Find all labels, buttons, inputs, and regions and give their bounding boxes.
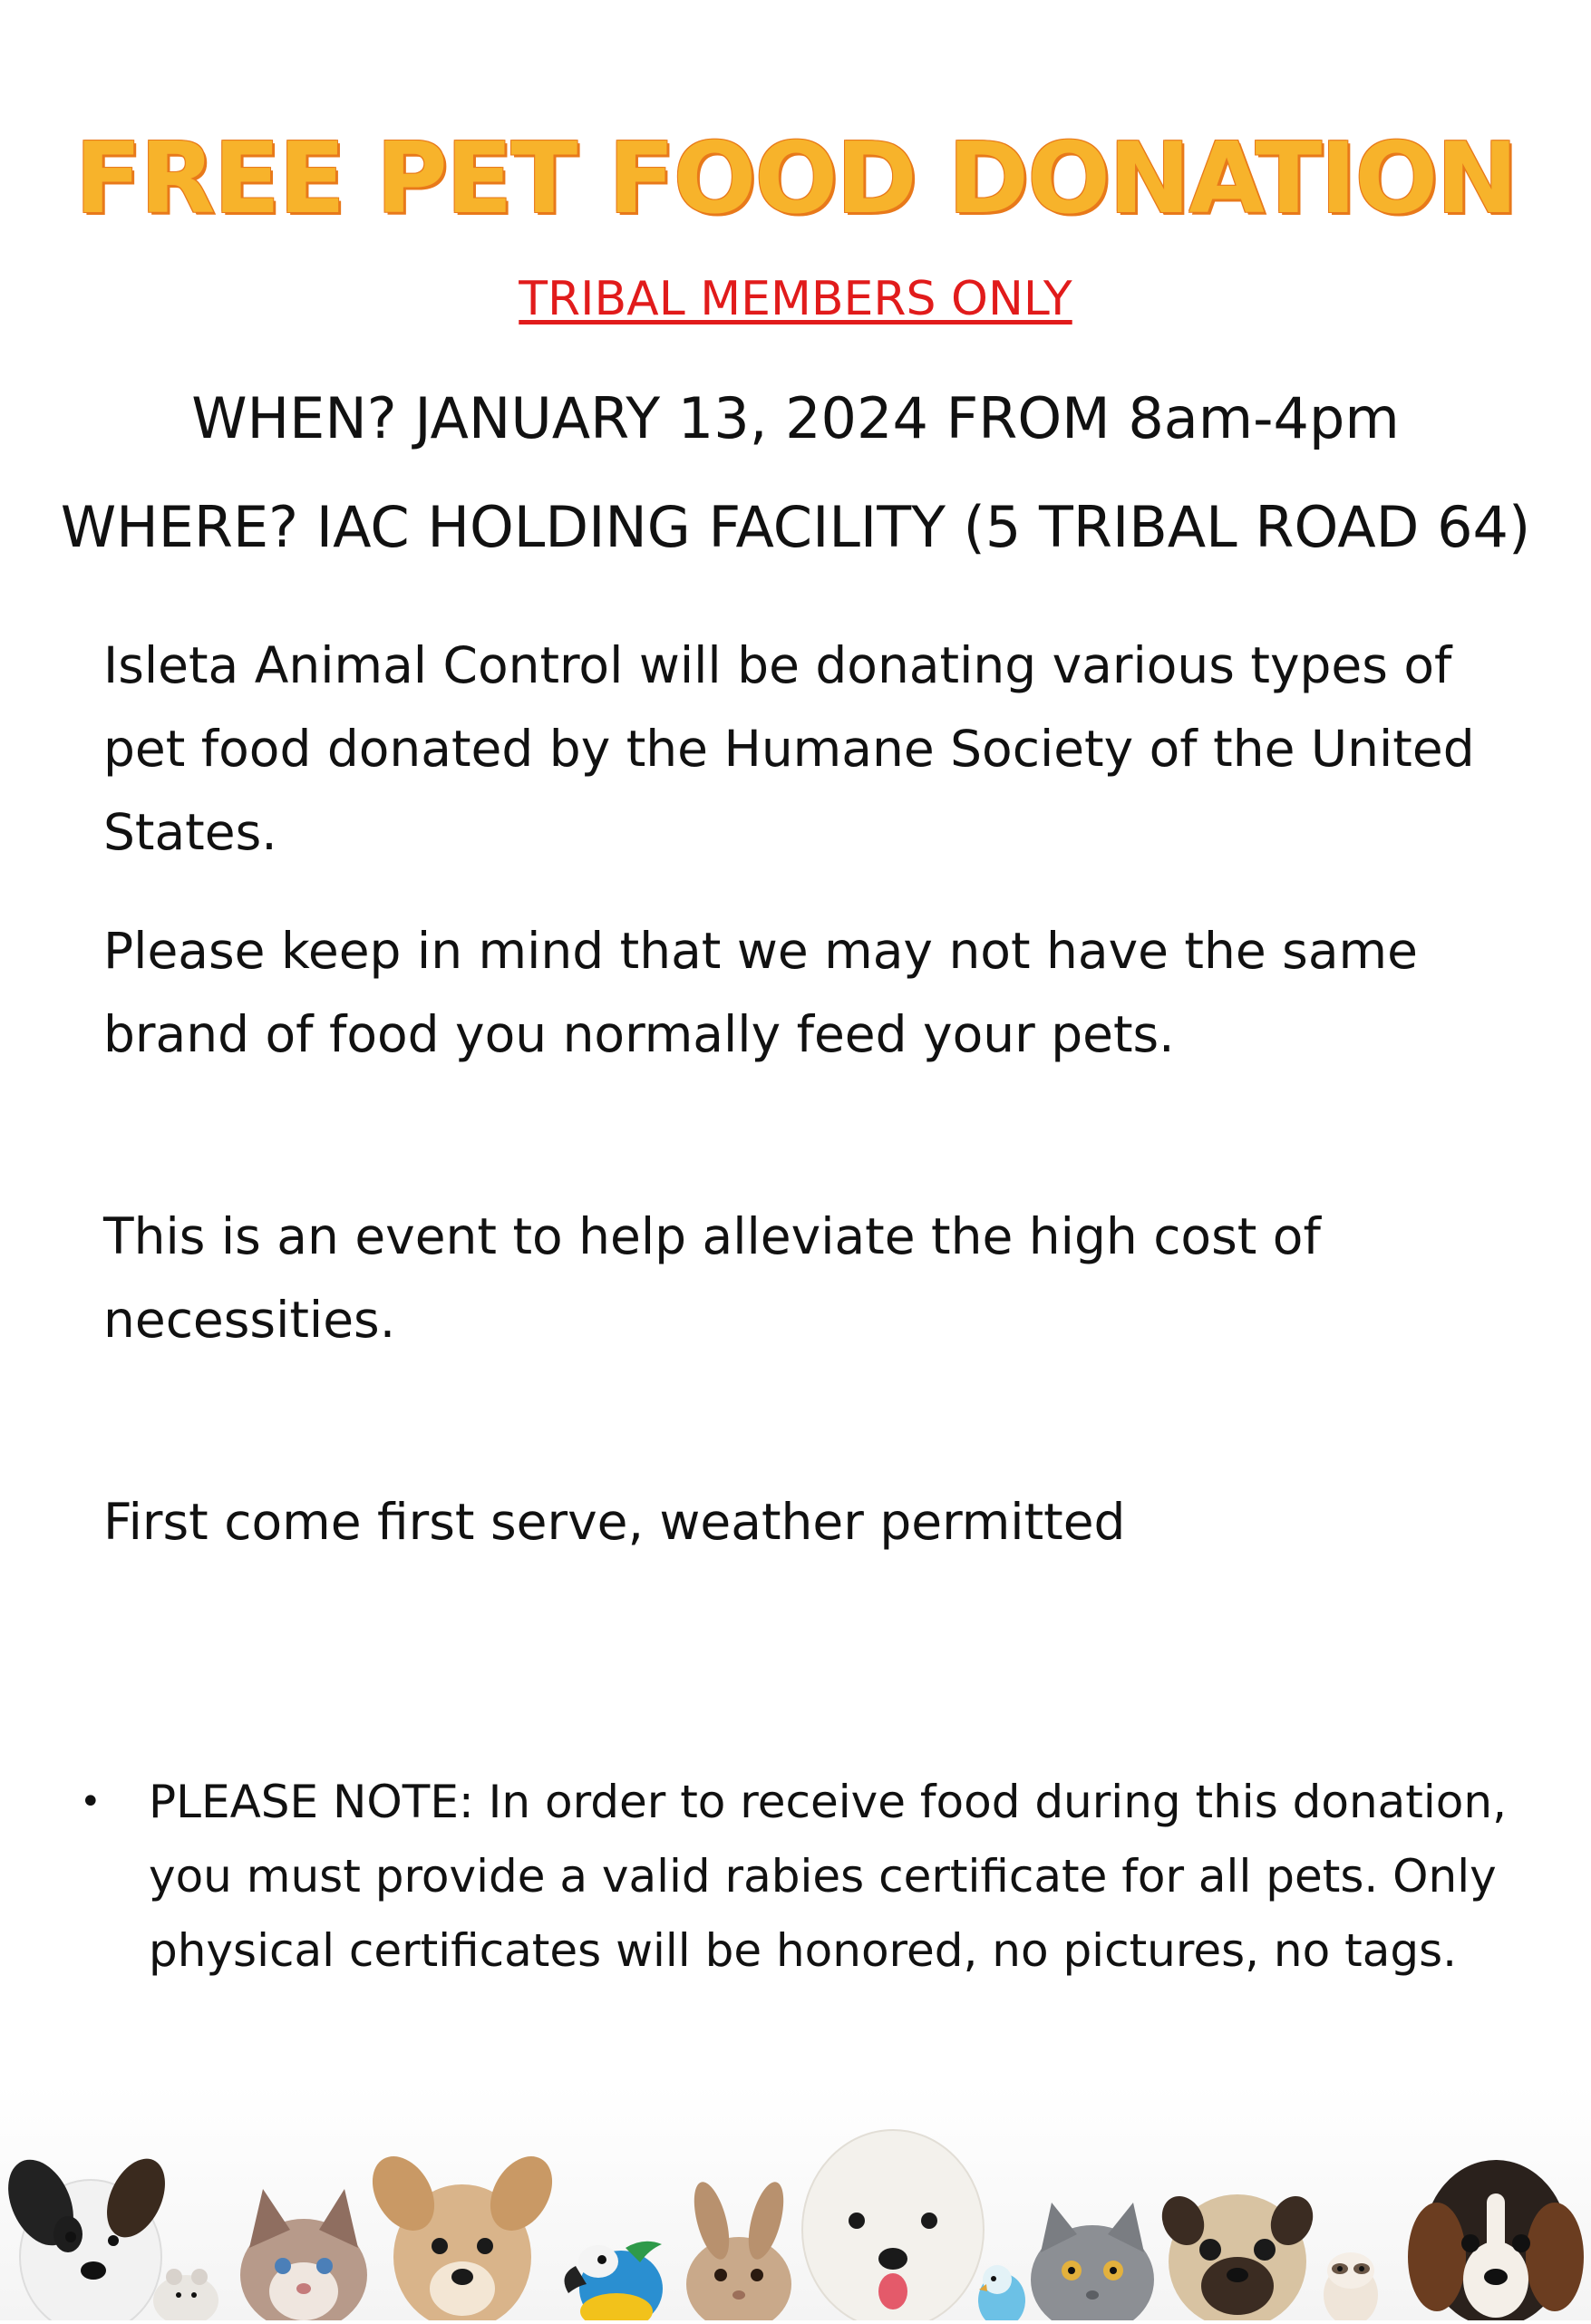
paragraph-cost: This is an event to help alleviate the high cost of necessities. bbox=[103, 1207, 1321, 1349]
hamster-icon bbox=[153, 2269, 218, 2320]
paragraph-brand: Please keep in mind that we may not have the same brand of food you normally feed your pets. bbox=[103, 922, 1418, 1063]
event-when: WHEN? JANUARY 13, 2024 FROM 8am-4pm bbox=[191, 385, 1400, 451]
cat-icon bbox=[1031, 2203, 1154, 2320]
dog-icon bbox=[0, 2149, 177, 2320]
ferret-icon bbox=[1324, 2252, 1378, 2320]
pets-illustration bbox=[0, 2085, 1591, 2320]
cat-icon bbox=[240, 2189, 367, 2320]
pug-icon bbox=[1154, 2189, 1321, 2320]
event-where: WHERE? IAC HOLDING FACILITY (5 TRIBAL ROAD 64) bbox=[60, 494, 1531, 560]
please-note bbox=[80, 1765, 1512, 1988]
dog-icon bbox=[802, 2130, 984, 2320]
flyer-subtitle: TRIBAL MEMBERS ONLY bbox=[519, 272, 1072, 326]
flyer-title: FREE PET FOOD DONATION bbox=[74, 122, 1517, 236]
parrot-icon bbox=[565, 2242, 664, 2320]
bullet-icon: • bbox=[80, 1781, 102, 1823]
paragraph-donation: Isleta Animal Control will be donating various types of pet food donated by the Humane Society of the United States. bbox=[103, 636, 1475, 861]
dog-icon bbox=[1408, 2160, 1584, 2320]
budgie-icon bbox=[978, 2265, 1025, 2320]
pets-photo-strip bbox=[0, 2085, 1591, 2320]
dog-icon bbox=[360, 2145, 565, 2320]
paragraph-first-come: First come first serve, weather permitted bbox=[103, 1493, 1126, 1551]
please-note-text: PLEASE NOTE: In order to receive food during this donation, you must provide a valid rabies certificate for all pets. Only physical certificates will be honored, no pictures, no tags. bbox=[149, 1776, 1507, 1977]
rabbit-icon bbox=[686, 2178, 791, 2320]
